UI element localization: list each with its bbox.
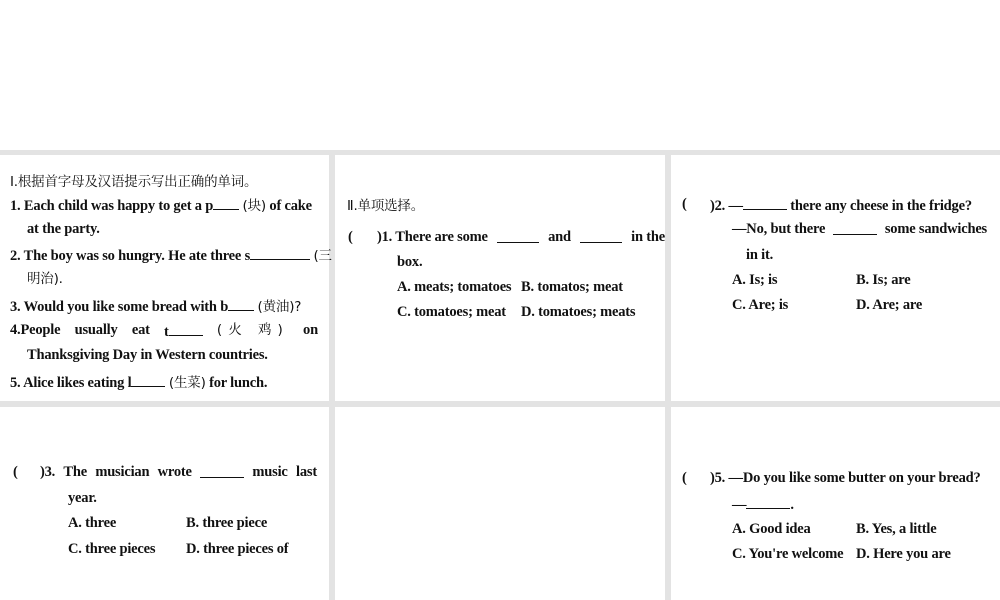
question-number: 3. — [10, 299, 21, 315]
panel-multiple-choice-2 — [671, 155, 1000, 401]
question-text: for lunch. — [209, 375, 268, 391]
chinese-hint: 明治). — [27, 271, 63, 287]
chinese-hint: (三 — [313, 248, 332, 264]
answer-blank[interactable] — [833, 220, 877, 235]
question-text: box. — [397, 254, 423, 270]
question-text: eat — [131, 322, 150, 338]
chinese-hint: (块) — [242, 198, 266, 214]
answer-blank[interactable] — [743, 195, 787, 210]
question-text: Each child was happy to get a p — [23, 198, 214, 214]
question-text: Thanksgiving Day in Western countries. — [27, 347, 268, 363]
option-text: C. three pieces — [68, 541, 156, 557]
question-text: year. — [68, 490, 97, 506]
question-text: People — [20, 322, 61, 338]
option-text: A. Is; is — [732, 272, 778, 288]
option-d[interactable] — [856, 296, 922, 314]
option-b[interactable] — [521, 278, 623, 296]
question-text: There are some — [395, 229, 488, 245]
question-number-and-word — [10, 321, 60, 341]
question-number: 4. — [10, 322, 21, 338]
question-text: and — [548, 229, 571, 245]
blank-word — [164, 321, 203, 341]
answer-paren[interactable]: ( — [682, 470, 687, 486]
answer-blank[interactable] — [250, 245, 310, 260]
chinese-hint: (黄油)? — [257, 299, 302, 315]
option-text: B. tomatos; meat — [521, 279, 623, 295]
question-5 — [10, 372, 267, 392]
option-text: C. Are; is — [732, 297, 789, 313]
option-text: B. three piece — [186, 515, 268, 531]
option-text: C. You're welcome — [732, 546, 844, 562]
question-text: — — [732, 497, 747, 513]
question-line — [710, 195, 972, 215]
panel-multiple-choice-1 — [335, 155, 665, 401]
question-number: )3. — [40, 464, 56, 480]
answer-paren[interactable]: ( — [13, 464, 18, 480]
question-5-line2 — [732, 494, 794, 514]
chinese-hint: (生菜) — [168, 375, 206, 391]
option-c[interactable] — [732, 545, 843, 563]
question-2-continued — [27, 270, 63, 288]
question-line — [40, 463, 317, 481]
answer-paren[interactable]: ( — [348, 229, 353, 245]
question-3-continued — [68, 489, 97, 507]
option-text: C. tomatoes; meat — [397, 304, 506, 320]
answer-blank[interactable] — [497, 228, 539, 243]
question-4-continued — [27, 346, 268, 364]
question-number: 1. — [10, 198, 21, 214]
question-number: 2. — [10, 248, 21, 264]
question-stem — [377, 228, 488, 246]
option-b[interactable] — [856, 271, 911, 289]
question-2-line2 — [732, 220, 987, 238]
question-text: The — [63, 464, 87, 480]
question-text: usually — [74, 322, 118, 338]
question-number: )2. — — [710, 198, 743, 214]
option-d[interactable] — [186, 540, 288, 558]
question-text: music — [252, 464, 288, 480]
question-text: at the party. — [27, 221, 100, 237]
chinese-hint: (火 鸡) — [216, 322, 289, 338]
question-text: Alice likes eating l — [23, 375, 132, 391]
question-text: on — [303, 322, 318, 338]
question-text: Would you like some bread with b — [23, 299, 229, 315]
section1-heading-text: Ⅰ.根据首字母及汉语提示写出正确的单词。 — [10, 174, 258, 190]
answer-blank[interactable] — [580, 228, 622, 243]
option-a[interactable] — [397, 278, 511, 296]
panel-empty — [335, 407, 665, 600]
option-text: B. Yes, a little — [856, 521, 937, 537]
option-b[interactable] — [856, 520, 936, 538]
question-text: in it. — [746, 247, 773, 263]
panel-multiple-choice-3 — [0, 407, 329, 600]
question-text: The boy was so hungry. He ate three s — [23, 248, 251, 264]
question-text: some sandwiches — [884, 221, 987, 237]
question-line — [377, 228, 665, 246]
section2-heading-text: Ⅱ.单项选择。 — [347, 198, 425, 214]
question-number: )1. — [377, 229, 393, 245]
option-c[interactable] — [397, 303, 506, 321]
answer-paren[interactable]: ( — [682, 196, 687, 212]
option-d[interactable] — [856, 545, 951, 563]
section2-heading — [347, 197, 424, 215]
answer-blank[interactable] — [228, 296, 254, 311]
option-text: D. Here you are — [856, 546, 951, 562]
option-text: D. three pieces of — [186, 541, 289, 557]
option-a[interactable] — [68, 514, 116, 532]
option-c[interactable] — [732, 296, 788, 314]
question-text: last — [296, 464, 317, 480]
question-text: t — [164, 324, 169, 340]
question-2-continued — [746, 246, 773, 264]
option-b[interactable] — [186, 514, 267, 532]
option-text: D. tomatoes; meats — [521, 304, 636, 320]
question-text: —No, but there — [732, 221, 826, 237]
panel-multiple-choice-5 — [671, 407, 1000, 600]
option-a[interactable] — [732, 271, 777, 289]
answer-blank[interactable] — [213, 195, 239, 210]
option-text: A. meats; tomatoes — [397, 279, 512, 295]
option-text: A. three — [68, 515, 117, 531]
question-text: of cake — [269, 198, 312, 214]
option-a[interactable] — [732, 520, 811, 538]
question-1-continued — [27, 220, 100, 238]
section1-heading — [10, 173, 257, 191]
option-text: A. Good idea — [732, 521, 811, 537]
panel-fill-in-words — [0, 155, 332, 401]
option-text: B. Is; are — [856, 272, 911, 288]
question-1 — [10, 195, 312, 215]
question-text: musician — [95, 464, 150, 480]
question-1-continued — [397, 253, 422, 271]
question-text: wrote — [157, 464, 192, 480]
question-text: . — [790, 497, 794, 513]
option-text: D. Are; are — [856, 297, 923, 313]
question-2 — [10, 245, 332, 265]
question-text: )5. —Do you like some butter on your bread? — [710, 470, 981, 486]
question-number: 5. — [10, 375, 21, 391]
question-4 — [10, 321, 318, 341]
answer-blank[interactable] — [200, 463, 244, 478]
answer-blank[interactable] — [131, 372, 165, 387]
answer-blank[interactable] — [169, 321, 203, 336]
question-text: there any cheese in the fridge? — [790, 198, 972, 214]
option-c[interactable] — [68, 540, 155, 558]
answer-blank[interactable] — [746, 494, 790, 509]
option-d[interactable] — [521, 303, 635, 321]
question-text: in the — [631, 229, 665, 245]
question-3 — [10, 296, 301, 316]
